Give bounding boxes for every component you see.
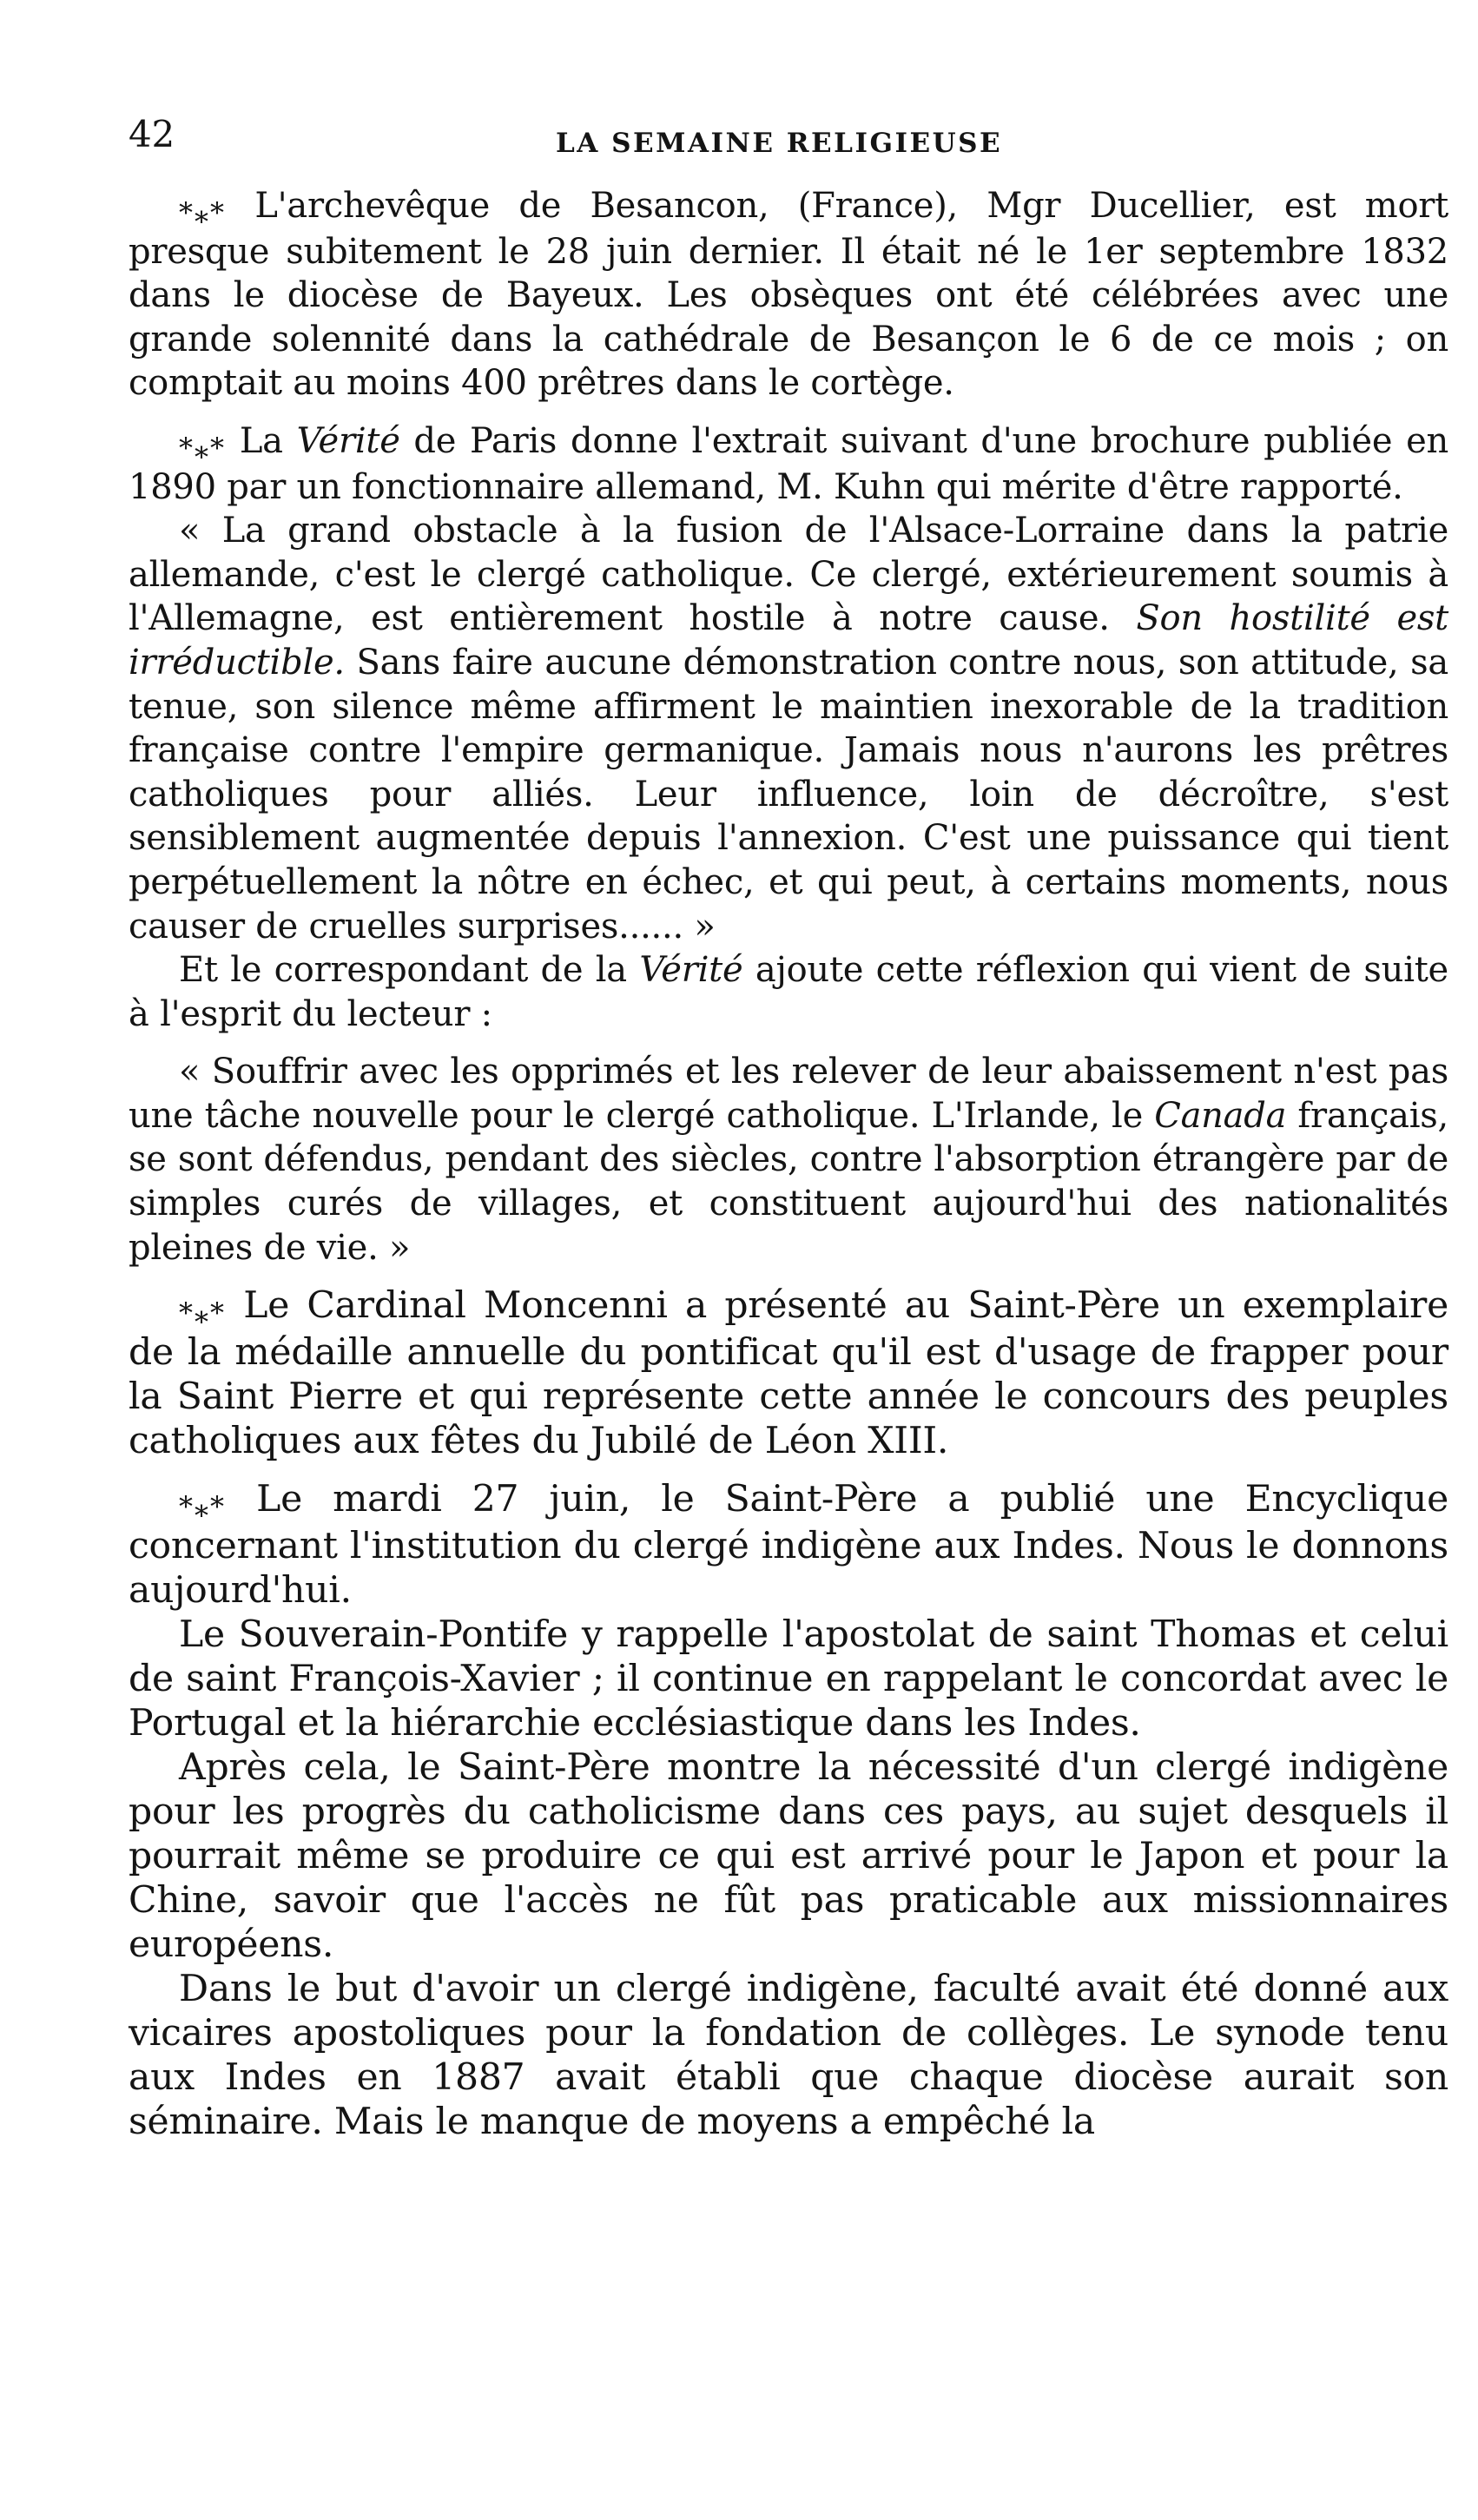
paragraph-quotation-souffrir xyxy=(129,1050,1448,1270)
dinkus: *⁎* xyxy=(179,431,226,465)
italic-emphasis: Son hostilité est irréductible. xyxy=(129,598,1448,683)
italic-journal-title: Vérité xyxy=(639,950,743,991)
paragraph-correspondant xyxy=(129,948,1448,1036)
paragraph-text: Sans faire aucune démonstration contre nous, son attitude, sa tenue, son silence même affirment le maintien inexorable de la tradition française contre l'empire germanique. Jamais nous n'aurons les prêtres catholiques pour alliés. Leur influence, loin de décroître, s'est sensiblement augmentée depuis l'annexion. C'est une puissance qui tient perpétuellement la nôtre en échec, et qui peut, à certains moments, nous causer de cruelles surprises...... » xyxy=(129,642,1448,947)
paragraph-text: L'archevêque de Besancon, (France), Mgr Ducellier, est mort presque subitement le 28 juin dernier. Il était né le 1er septembre 1832 dans le diocèse de Bayeux. Les obsèques ont été célébrées avec une grande solennité dans la cathédrale de Besançon le 6 de ce mois ; on comptait au moins 400 prêtres dans le cortège. xyxy=(129,186,1448,404)
paragraph-text: ajoute cette réflexion qui vient de suite à l'esprit du lecteur : xyxy=(129,950,1448,1034)
paragraph-encyclique xyxy=(129,1477,1448,1613)
paragraph-archeveque xyxy=(129,184,1448,406)
document-page xyxy=(129,113,1448,2144)
paragraph-apres-cela xyxy=(129,1745,1448,1967)
paragraph-text: français, se sont défendus, pendant des siècles, contre l'absorption étrangère par de simples curés de villages, et constituent aujourd'hui des nationalités pleines de vie. » xyxy=(129,1095,1448,1268)
paragraph-cardinal-medaille xyxy=(129,1283,1448,1463)
italic-journal-title: Vérité xyxy=(296,420,400,461)
dinkus: *⁎* xyxy=(179,1296,226,1330)
paragraph-text: Le Cardinal Moncenni a présenté au Saint-Père un exemplaire de la médaille annuelle du pontificat qu'il est d'usage de frapper pour la Saint Pierre et qui représente cette année le concours des peuples catholiques aux fêtes du Jubilé de Léon XIII. xyxy=(129,1284,1448,1463)
paragraph-verite-extrait xyxy=(129,419,1448,509)
running-title: LA SEMAINE RELIGIEUSE xyxy=(556,128,1003,159)
italic-emphasis: Canada xyxy=(1154,1095,1287,1136)
paragraph-text: « Souffrir avec les opprimés et les relever de leur abaissement n'est pas une tâche nouvelle pour le clergé catholique. L'Irlande, le xyxy=(129,1052,1448,1136)
paragraph-text: de Paris donne l'extrait suivant d'une brochure publiée en 1890 par un fonctionnaire allemand, M. Kuhn qui mérite d'être rapporté. xyxy=(129,420,1449,507)
dinkus: *⁎* xyxy=(179,196,226,229)
paragraph-text: Le mardi 27 juin, le Saint-Père a publié une Encyclique concernant l'institution du clergé indigène aux Indes. Nous le donnons aujourd'hui. xyxy=(129,1478,1448,1613)
paragraph-text: Dans le but d'avoir un clergé indigène, faculté avait été donné aux vicaires apostoliques pour la fondation de collèges. Le synode tenu aux Indes en 1887 avait établi que chaque diocèse aurait son séminaire. Mais le manque de moyens a empêché la xyxy=(129,1968,1448,2144)
page-header xyxy=(129,113,1448,174)
paragraph-text: « La grand obstacle à la fusion de l'Alsace-Lorraine dans la patrie allemande, c'est le clergé catholique. Ce clergé, extérieurement soumis à l'Allemagne, est entièrement hostile à notre cause. xyxy=(129,511,1448,639)
paragraph-text: Après cela, le Saint-Père montre la nécessité d'un clergé indigène pour les progrès du catholicisme dans ces pays, au sujet desquels il pourrait même se produire ce qui est arrivé pour le Japon et pour la Chine, savoir que l'accès ne fût pas praticable aux missionnaires européens. xyxy=(129,1746,1448,1967)
paragraph-text: Le Souverain-Pontife y rappelle l'apostolat de saint Thomas et celui de saint François-Xavier ; il continue en rappelant le concordat avec le Portugal et la hiérarchie ecclésiastique dans les Indes. xyxy=(129,1613,1448,1745)
paragraph-clerge-indigene xyxy=(129,1967,1448,2144)
page-number: 42 xyxy=(129,113,175,155)
paragraph-text: La xyxy=(239,420,297,461)
paragraph-souverain-pontife xyxy=(129,1613,1448,1745)
paragraph-quotation-alsace xyxy=(129,509,1448,948)
dinkus: *⁎* xyxy=(179,1490,226,1524)
paragraph-text: Et le correspondant de la xyxy=(179,950,640,991)
